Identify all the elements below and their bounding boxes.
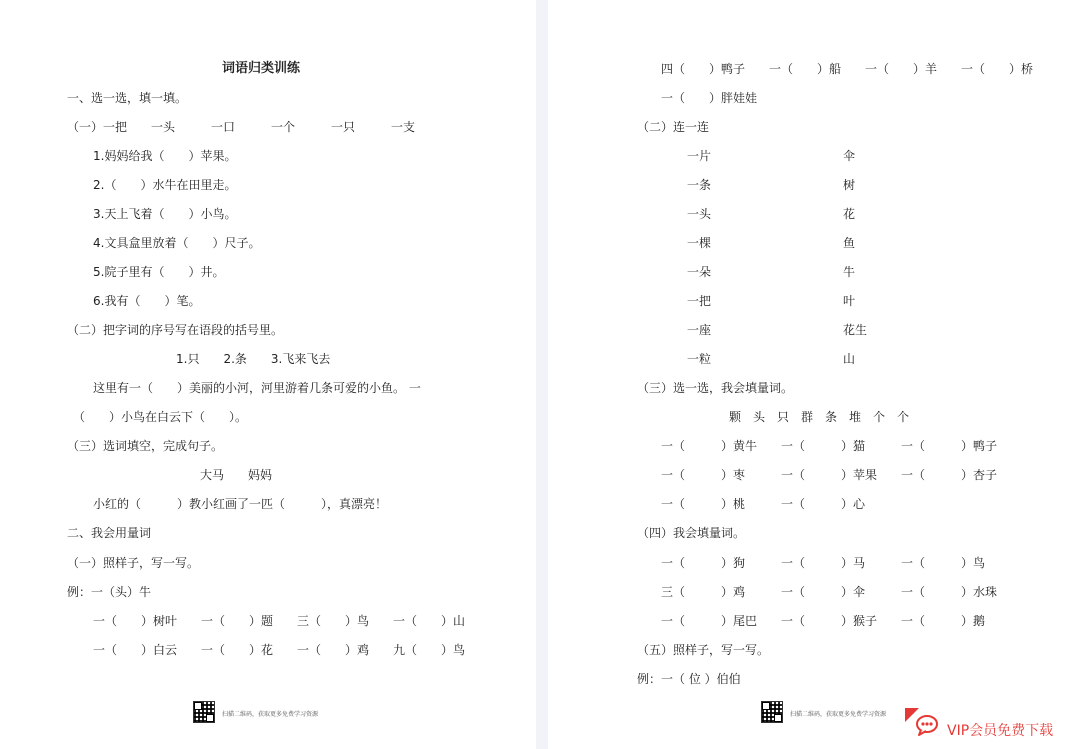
exercise-row: 一（ ）树叶 一（ ）题 三（ ）鸟 一（ ）山 bbox=[93, 614, 466, 628]
worksheet-title: 词语归类训练 bbox=[222, 61, 301, 76]
match-left-item: 一粒 bbox=[687, 352, 712, 366]
match-right-item: 鱼 bbox=[843, 236, 856, 250]
footer-note: 扫描二维码，获取更多免费学习资源 bbox=[790, 711, 887, 718]
subsection-five-heading: （五）照样子，写一写。 bbox=[637, 643, 770, 657]
match-right-item: 花 bbox=[843, 207, 856, 221]
match-right-item: 树 bbox=[843, 178, 856, 192]
question-item: 2.（ ）水牛在田里走。 bbox=[93, 178, 237, 192]
match-left-item: 一把 bbox=[687, 294, 712, 308]
paragraph-line: 这里有一（ ）美丽的小河，河里游着几条可爱的小鱼。 一 bbox=[93, 381, 421, 395]
match-right-item: 伞 bbox=[843, 149, 856, 163]
exercise-row: 一（ ）黄牛 一（ ）猫 一（ ）鸭子 bbox=[661, 439, 998, 453]
subsection-three-heading: （三）选词填空，完成句子。 bbox=[67, 439, 224, 453]
match-right-item: 花生 bbox=[843, 323, 868, 337]
exercise-row: 四（ ）鸭子 一（ ）船 一（ ）羊 一（ ）桥 bbox=[661, 62, 1034, 76]
exercise-row: 三（ ）鸡 一（ ）伞 一（ ）水珠 bbox=[661, 585, 998, 599]
paragraph-line: （ ）小鸟在白云下（ ）。 bbox=[73, 410, 248, 424]
section-two-heading: 二、我会用量词 bbox=[67, 526, 152, 540]
subsection-three-options: 颗 头 只 群 条 堆 个 个 bbox=[729, 410, 910, 424]
question-item: 1.妈妈给我（ ）苹果。 bbox=[93, 149, 237, 163]
example-line: 例：一（ 位 ）伯伯 bbox=[637, 672, 741, 686]
exercise-row: 一（ ）枣 一（ ）苹果 一（ ）杏子 bbox=[661, 468, 998, 482]
question-item: 3.天上飞着（ ）小鸟。 bbox=[93, 207, 237, 221]
qr-code-icon bbox=[761, 701, 783, 723]
match-right-item: 叶 bbox=[843, 294, 856, 308]
match-left-item: 一条 bbox=[687, 178, 712, 192]
match-left-item: 一片 bbox=[687, 149, 712, 163]
match-left-item: 一朵 bbox=[687, 265, 712, 279]
exercise-row: 一（ ）胖娃娃 bbox=[661, 91, 758, 105]
subsection-three-options: 大马 妈妈 bbox=[200, 468, 273, 482]
vip-download-banner[interactable] bbox=[905, 708, 1077, 749]
vip-download-label[interactable]: VIP会员免费下载 bbox=[947, 723, 1054, 739]
question-item: 4.文具盒里放着（ ）尺子。 bbox=[93, 236, 261, 250]
qr-code-icon bbox=[193, 701, 215, 723]
question-item: 5.院子里有（ ）井。 bbox=[93, 265, 225, 279]
example-line: 例：一（头）牛 bbox=[67, 585, 152, 599]
exercise-row: 一（ ）狗 一（ ）马 一（ ）鸟 bbox=[661, 556, 986, 570]
match-right-item: 山 bbox=[843, 352, 856, 366]
exercise-row: 一（ ）尾巴 一（ ）猴子 一（ ）鹅 bbox=[661, 614, 986, 628]
subsection-two-options: 1.只 2.条 3.飞来飞去 bbox=[176, 352, 331, 366]
chat-bubble-icon bbox=[915, 714, 941, 736]
footer-note: 扫描二维码，获取更多免费学习资源 bbox=[222, 711, 319, 718]
subsection-two-heading: （二）把字词的序号写在语段的括号里。 bbox=[67, 323, 284, 337]
paragraph-line: 小红的（ ）教小红画了一匹（ ），真漂亮！ bbox=[93, 497, 388, 511]
exercise-row: 一（ ）桃 一（ ）心 bbox=[661, 497, 866, 511]
match-left-item: 一座 bbox=[687, 323, 712, 337]
subsection-one-options: （一）一把 一头 一口 一个 一只 一支 bbox=[67, 120, 416, 134]
subsection-three-heading: （三）选一选，我会填量词。 bbox=[637, 381, 794, 395]
right-page bbox=[548, 0, 1077, 749]
exercise-row: 一（ ）白云 一（ ）花 一（ ）鸡 九（ ）鸟 bbox=[93, 643, 466, 657]
subsection-four-heading: （四）我会填量词。 bbox=[637, 526, 746, 540]
question-item: 6.我有（ ）笔。 bbox=[93, 294, 201, 308]
left-page bbox=[0, 0, 536, 749]
subsection-two-heading: （二）连一连 bbox=[637, 120, 710, 134]
section-one-heading: 一、选一选，填一填。 bbox=[67, 91, 188, 105]
match-left-item: 一头 bbox=[687, 207, 712, 221]
match-right-item: 牛 bbox=[843, 265, 856, 279]
subsection-four-heading: （一）照样子，写一写。 bbox=[67, 556, 200, 570]
match-left-item: 一棵 bbox=[687, 236, 712, 250]
